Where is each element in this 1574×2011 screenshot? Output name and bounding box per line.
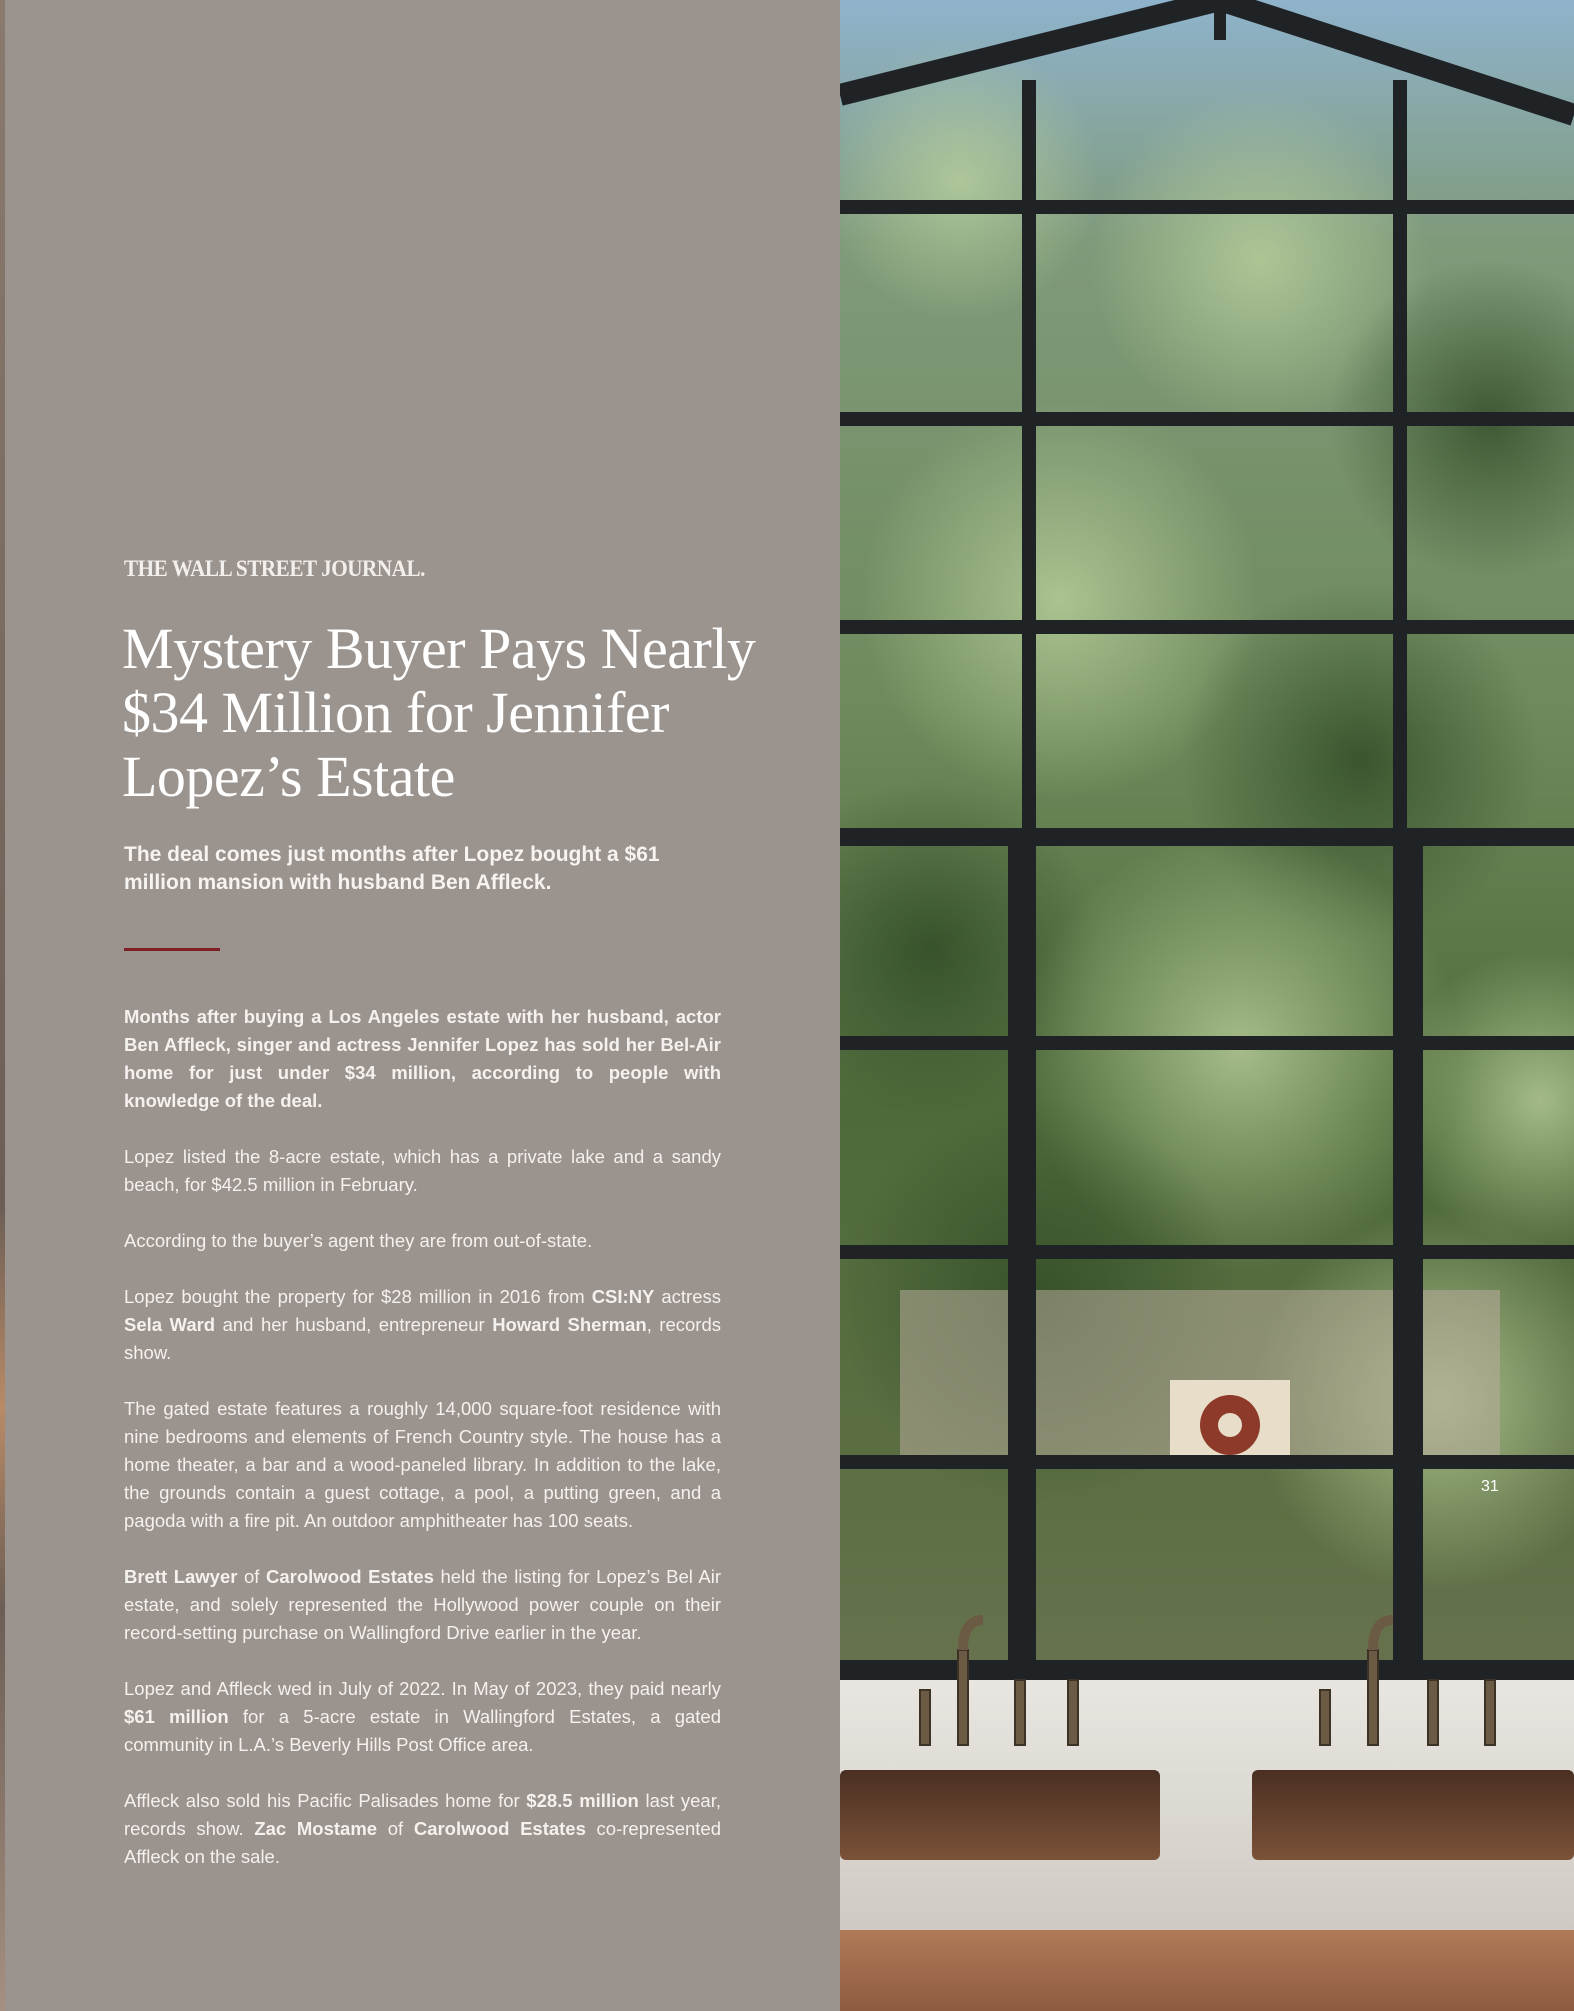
bold-text: Carolwood Estates xyxy=(413,1818,586,1839)
text-run: , records show. xyxy=(124,1314,721,1363)
body-paragraph xyxy=(124,1563,721,1647)
bold-text: Howard Sherman xyxy=(492,1314,647,1335)
article-headline: Mystery Buyer Pays Nearly $34 Million for Jennifer Lopez’s Estate xyxy=(122,616,756,809)
text-run: and her husband, entrepreneur xyxy=(215,1314,493,1335)
kitchen-window-photo xyxy=(840,0,1574,2011)
publication-masthead: THE WALL STREET JOURNAL. xyxy=(124,556,425,581)
accent-rule xyxy=(124,948,220,951)
bold-text: $61 million xyxy=(124,1706,229,1727)
text-run: held the listing for Lopez’s Bel Air estate, and solely represented the Hollywood power couple on their record-setting purchase on Wallingford Drive earlier in the year. xyxy=(124,1566,721,1643)
photo-illustration xyxy=(840,0,1574,2011)
text-run: Lopez and Affleck wed in July of 2022. In May of 2023, they paid nearly xyxy=(124,1678,721,1699)
bold-text: Sela Ward xyxy=(124,1314,216,1335)
bold-text: Carolwood Estates xyxy=(265,1566,434,1587)
bold-text: CSI:NY xyxy=(591,1286,655,1307)
page-number: 31 xyxy=(1481,1478,1499,1495)
text-run: of xyxy=(237,1566,266,1587)
body-paragraph xyxy=(124,1283,721,1367)
text-run: Affleck also sold his Pacific Palisades home for xyxy=(124,1790,527,1811)
text-run: last year, records show. xyxy=(124,1790,721,1839)
body-paragraph: Lopez listed the 8-acre estate, which has a private lake and a sandy beach, for $42.5 million in February. xyxy=(124,1146,721,1195)
text-run: of xyxy=(377,1818,414,1839)
lead-paragraph: Months after buying a Los Angeles estate with her husband, actor Ben Affleck, singer and actress Jennifer Lopez has sold her Bel-Air home for just under $34 million, according to people with knowledge of the deal. xyxy=(124,1006,721,1111)
body-paragraph: The gated estate features a roughly 14,000 square-foot residence with nine bedrooms and elements of French Country style. The house has a home theater, a bar and a wood-paneled library. In addition to the lake, the grounds contain a guest cottage, a pool, a putting green, and a pagoda with a fire pit. An outdoor amphitheater has 100 seats. xyxy=(124,1398,721,1531)
article-body xyxy=(124,1003,721,1899)
text-run: actress xyxy=(654,1286,721,1307)
bold-text: Brett Lawyer xyxy=(124,1566,238,1587)
text-run: for a 5-acre estate in Wallingford Estates, a gated community in L.A.’s Beverly Hills Post Office area. xyxy=(124,1706,722,1755)
bold-text: $28.5 million xyxy=(526,1790,639,1811)
article-subheadline: The deal comes just months after Lopez bought a $61 million mansion with husband Ben Affleck. xyxy=(124,843,660,894)
body-paragraph xyxy=(124,1675,721,1759)
text-run: co-represented Affleck on the sale. xyxy=(124,1818,721,1867)
text-run: Lopez bought the property for $28 million in 2016 from xyxy=(124,1286,592,1307)
bold-text: Zac Mostame xyxy=(254,1818,378,1839)
body-paragraph xyxy=(124,1787,721,1871)
body-paragraph: According to the buyer’s agent they are from out-of-state. xyxy=(124,1230,593,1251)
